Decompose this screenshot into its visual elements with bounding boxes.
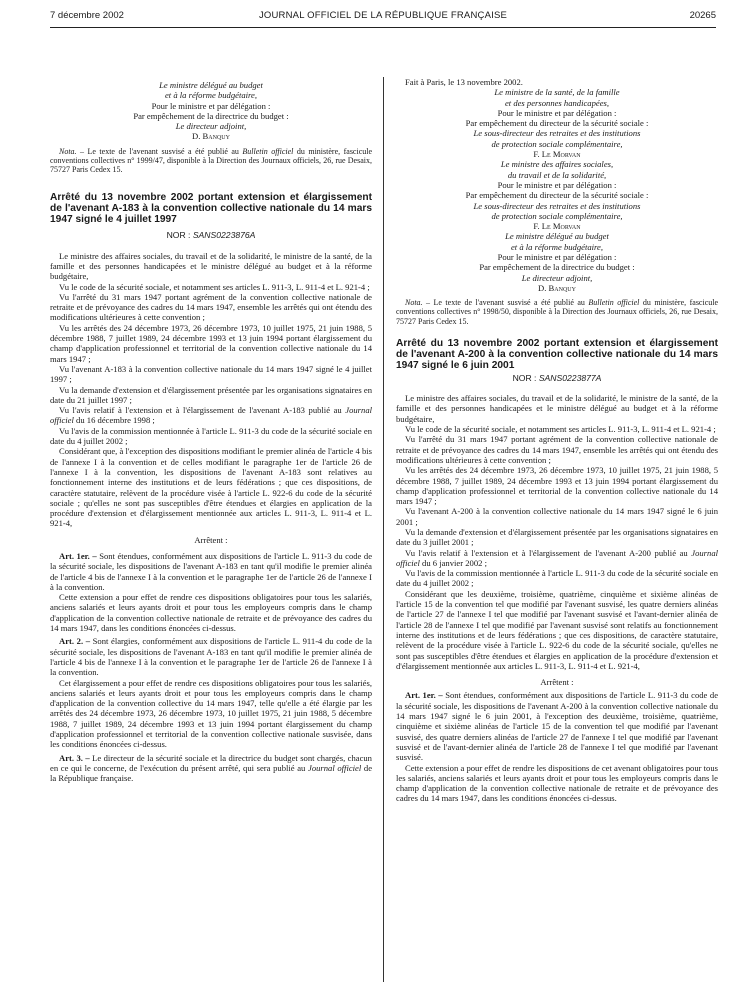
article-1-effect: Cette extension a pour effet de rendre les dispositions de cet avenant obligatoires pour tous les salariés, anciens salariés et leurs ayants droit et pour tous les employeurs compris dans le champ d'application de la convention collective nationale de retraite et de prévoyance des cadres du 14 mars 1947, dans les conditions énoncées ci-dessus. [396, 762, 718, 804]
sig-line: Pour le ministre et par délégation : [151, 100, 271, 111]
page-header [50, 10, 716, 24]
right-column [396, 77, 718, 804]
avis-end: du 6 janvier 2002 ; [422, 557, 487, 568]
journal-officiel: Journal officiel [308, 762, 362, 773]
nota-paragraph [396, 298, 718, 326]
sig-line: Le ministre de la santé, de la famille [494, 87, 620, 98]
article-1-effect: Cette extension a pour effet de rendre ces dispositions obligatoires pour tous les salariés, anciens salariés et leurs ayants droit et pour tous les employeurs compris dans le champ d'application de la convention collective nationale de retraite et de prévoyance des cadres du 14 mars 1947, dans les conditions énoncées ci-dessus. [50, 592, 372, 634]
visa-paragraph: Vu l'avenant A-183 à la convention collective nationale du 14 mars 1947 signé le 4 juillet 1997 ; [50, 363, 372, 385]
sig-line: et à la réforme budgétaire, [164, 90, 258, 101]
article-text: Sont étendues, conformément aux dispositions de l'article L. 911-3 du code de la sécurité sociale, les dispositions de l'avenant A-183 en tant qu'il modifie le premier alinéa de l'article 4 bis de l'annexe I à la convention et le paragraphe 1er de l'article 26 de l'annexe I à la convention. [50, 551, 373, 592]
signatory-name: D. Banquy [192, 131, 230, 142]
header-rule [50, 27, 716, 28]
considerant-paragraph: Considérant que, à l'exception des dispositions modifiant le premier alinéa de l'article 4 bis de l'annexe I à la convention et de celles modifiant le paragraphe 1er de l'article 26 de l'annexe I à la convention, les dispositions de l'avenant A-183 sont relatives au fonctionnement interne des institutions et de leurs fédérations ; que ces dispositions, de caractère statutaire, relèvent de la procédure visée à l'article L. 922-6 du code de la sécurité sociale ; qu'elles ne sont pas susceptibles d'être étendues et élargies en application de la procédure d'extension et d'élargissement mentionnée aux articles L. 911-3, L. 911-4 et L. 921-4, [50, 446, 372, 529]
sig-line: du travail et de la solidarité, [507, 169, 607, 180]
article-3 [50, 753, 372, 784]
nota-bulletin: Bulletin officiel [242, 146, 294, 156]
nor-code: SANS0223876A [192, 230, 256, 241]
nota-paragraph [50, 147, 372, 175]
nota-label: Nota. – [59, 146, 85, 156]
journal-officiel: Journal officiel [396, 547, 718, 568]
avis-end: du 16 décembre 1998 ; [76, 415, 155, 426]
article-end: de la République française. [50, 762, 373, 784]
signature-block-affaires-sociales [396, 159, 718, 231]
signatory-name: D. Banquy [538, 282, 576, 293]
preamble-paragraph: Le ministre des affaires sociales, du travail et de la solidarité, le ministre de la santé, de la famille et des personnes handicapées et le ministre délégué au budget et à la réforme budgétaire, [50, 250, 372, 282]
preamble-paragraph: Le ministre des affaires sociales, du travail et de la solidarité, le ministre de la santé, de la famille et des personnes handicapées et le ministre délégué au budget et à la réforme budgétaire, [396, 393, 718, 424]
article-1 [396, 690, 718, 762]
sig-line: Le sous-directeur des retraites et des institutions [473, 128, 641, 139]
visa-paragraph: Vu les arrêtés des 24 décembre 1973, 26 décembre 1973, 10 juillet 1975, 21 juin 1988, 5 décembre 1988, 7 juillet 1989, 24 décembre 1993 et 13 juin 1994 portant élargissement du champ d'application professionnel et territorial de la convention collective nationale du 14 mars 1947 ; [50, 322, 372, 364]
visa-paragraph: Vu la demande d'extension et d'élargissement présentée par les organisations signataires en date du 21 juillet 1997 ; [50, 384, 372, 405]
header-date: 7 décembre 2002 [50, 10, 124, 21]
article-2 [50, 636, 372, 677]
visa-paragraph: Vu l'arrêté du 31 mars 1947 portant agrément de la convention collective nationale de retraite et de prévoyance des cadres du 14 mars 1947, ensemble les arrêtés qui ont étendu des modifications ultérieures à cette convention ; [50, 291, 372, 323]
visa-paragraph: Vu l'avenant A-200 à la convention collective nationale du 14 mars 1947 signé le 6 juin 2001 ; [396, 506, 718, 527]
sig-line: Le sous-directeur des retraites et des institutions [473, 200, 641, 211]
sig-line: Par empêchement du directeur de la sécurité sociale : [465, 118, 649, 129]
signature-block-budget [50, 80, 372, 142]
visa-paragraph: Vu l'avis de la commission mentionnée à l'article L. 911-3 du code de la sécurité sociale en date du 4 juillet 2002 ; [50, 425, 372, 447]
avis-text: Vu l'avis relatif à l'extension et à l'élargissement de l'avenant A-183 publié au [59, 405, 342, 416]
nota-rest: du ministère, fascicule conventions collectives n° 1998/50, disponible à la Direction des Journaux officiels, 26, rue Desaix, 75727 Paris Cedex 15. [396, 298, 719, 326]
nor-label: NOR : [166, 230, 191, 241]
nota-label: Nota. – [405, 298, 431, 308]
article-text: Sont étendues, conformément aux dispositions de l'article L. 911-3 du code de la sécurité sociale, les dispositions de l'avenant A-200 à la convention collective nationale du 14 mars 1947 signé le 6 juin 2001, à l'exception des deuxième, troisième, quatrième, cinquième et sixième alinéas de l'article 15 de la convention tel que modifié par l'avenant susvisé, des quatre derniers alinéas de l'article 27 de l'annexe I tel que modifié par l'avenant susvisé et de l'avant-dernier alinéa de l'article 28 de l'annexe I tel que modifié par l'avenant susvisé. [396, 690, 719, 763]
article-2-effect: Cet élargissement a pour effet de rendre ces dispositions obligatoires pour tous les salariés, anciens salariés et leurs ayants droit et pour tous les employeurs compris dans le champ d'application de la convention collective du 14 mars 1947, telle qu'elle a été élargie par les arrêtés des 24 décembre 1973, 26 décembre 1973, 10 juillet 1975, 21 juin 1988, 5 décembre 1988, 7 juillet 1989, 24 décembre 1993 et 13 juin 1994 portant élargissement du champ d'application professionnel et territorial de la convention collective nationale susvisée, dans les conditions énoncées ci-dessus. [50, 677, 372, 750]
sig-line: Pour le ministre et par délégation : [497, 252, 617, 263]
nor-label: NOR : [512, 372, 537, 383]
nota-rest: du ministère, fascicule conventions collectives n° 1999/47, disponible à la Direction des Journaux officiels, 26, rue Desaix, 75727 Paris Cedex 15. [50, 146, 373, 175]
nor-code: SANS0223877A [538, 372, 602, 383]
visa-paragraph [396, 548, 718, 569]
sig-line: Par empêchement de la directrice du budget : [133, 110, 289, 121]
nota-bulletin: Bulletin officiel [588, 298, 640, 308]
sig-line: de protection sociale complémentaire, [491, 210, 623, 221]
sig-line: Pour le ministre et par délégation : [497, 107, 617, 118]
journal-officiel: Journal officiel [50, 405, 372, 426]
sig-line: Par empêchement du directeur de la sécurité sociale : [465, 190, 649, 201]
arretent-heading: Arrêtent : [540, 677, 574, 688]
considerant-paragraph: Considérant que les deuxième, troisième, quatrième, cinquième et sixième alinéas de l'article 15 de la convention tel que modifié par l'avenant susvisé, les quatre derniers alinéas de l'article 27 de l'annexe I tel que modifié par l'avenant susvisé et l'avant-dernier alinéa de l'article 28 de l'annexe I tel que modifié par l'avenant susvisé sont relatifs au fonctionnement interne des institutions et de leurs fédérations ; que ces dispositions, de caractère statutaire, relèvent de la procédure visée à l'article L. 922-6 du code de la sécurité sociale, qu'elles ne sont pas susceptibles d'être étendues et élargies en application de la procédure d'extension et d'élargissement mentionnée aux articles L. 911-3, L. 911-4 et L. 921-4, [396, 588, 718, 671]
sig-line: et à la réforme budgétaire, [510, 241, 604, 252]
sig-line: Le ministre délégué au budget [159, 80, 263, 90]
visa-paragraph [50, 405, 372, 426]
signature-block-sante [396, 87, 718, 159]
nor-reference [396, 373, 718, 383]
signatory-name: F. Le Morvan [533, 221, 581, 232]
signatory-name: F. Le Morvan [533, 149, 581, 160]
article-label: Art. 2. – [59, 636, 91, 647]
sig-line: de protection sociale complémentaire, [491, 138, 623, 149]
sig-line: Le ministre des affaires sociales, [500, 159, 614, 170]
article-label: Art. 3. – [59, 752, 90, 763]
sig-line: Le directeur adjoint, [521, 272, 593, 283]
nor-reference [50, 230, 372, 240]
visa-paragraph: Vu la demande d'extension et d'élargissement présentée par les organisations signataires en date du 3 juillet 2001 ; [396, 527, 718, 548]
article-label: Art. 1er. – [405, 690, 443, 701]
visa-paragraph: Vu le code de la sécurité sociale, et notamment ses articles L. 911-3, L. 911-4 et L. 921-4 ; [59, 281, 370, 292]
sig-line: Le ministre délégué au budget [505, 231, 609, 242]
header-page-number: 20265 [689, 10, 716, 21]
article-text: Le directeur de la sécurité sociale et la directrice du budget sont chargés, chacun en ce qui le concerne, de l'exécution du présent arrêté, qui sera publié au [50, 752, 372, 773]
article-1 [50, 551, 372, 592]
sig-line: et des personnes handicapées, [504, 97, 610, 108]
sig-line: Par empêchement de la directrice du budget : [479, 262, 635, 273]
nota-text: Le texte de l'avenant susvisé a été publié au [87, 146, 239, 156]
column-divider [383, 77, 384, 982]
header-journal-title: JOURNAL OFFICIEL DE LA RÉPUBLIQUE FRANÇAISE [258, 10, 508, 21]
visa-paragraph: Vu le code de la sécurité sociale, et notamment ses articles L. 911-3, L. 911-4 et L. 921-4 ; [405, 424, 716, 435]
visa-paragraph: Vu l'avis de la commission mentionnée à l'article L. 911-3 du code de la sécurité sociale en date du 4 juillet 2002 ; [396, 568, 718, 589]
avis-text: Vu l'avis relatif à l'extension et à l'élargissement de l'avenant A-200 publié au [405, 547, 688, 558]
article-text: Sont élargies, conformément aux dispositions de l'article L. 911-4 du code de la sécurité sociale, les dispositions de l'avenant A-183 en tant qu'il modifie le premier alinéa de l'article 4 bis de l'annexe I à la convention et le paragraphe 1er de l'article 26 de l'annexe I à la convention. [50, 636, 372, 678]
fait-a-paris: Fait à Paris, le 13 novembre 2002. [405, 77, 523, 87]
article-label: Art. 1er. – [59, 551, 97, 561]
nota-text: Le texte de l'avenant susvisé a été publié au [433, 298, 585, 308]
decree-title: Arrêté du 13 novembre 2002 portant extension et élargissement de l'avenant A-200 à la convention collective nationale du 14 mars 1947 signé le 6 juin 2001 [396, 337, 718, 371]
sig-line: Le directeur adjoint, [175, 121, 247, 132]
decree-title: Arrêté du 13 novembre 2002 portant extension et élargissement de l'avenant A-183 à la convention collective nationale du 14 mars 1947 signé le 4 juillet 1997 [50, 192, 372, 226]
visa-paragraph: Vu les arrêtés des 24 décembre 1973, 26 décembre 1973, 10 juillet 1975, 21 juin 1988, 5 décembre 1988, 7 juillet 1989, 24 décembre 1993 et 13 juin 1994 portant élargissement du champ d'application professionnel et territorial de la convention collective nationale du 14 mars 1947 ; [396, 465, 718, 507]
visa-paragraph: Vu l'arrêté du 31 mars 1947 portant agrément de la convention collective nationale de retraite et de prévoyance des cadres du 14 mars 1947, ensemble les arrêtés qui ont étendu des modifications ultérieures à cette convention ; [396, 434, 718, 465]
signature-block-budget [396, 231, 718, 293]
left-column [50, 80, 372, 784]
sig-line: Pour le ministre et par délégation : [497, 179, 617, 190]
arretent-heading: Arrêtent : [194, 534, 228, 545]
